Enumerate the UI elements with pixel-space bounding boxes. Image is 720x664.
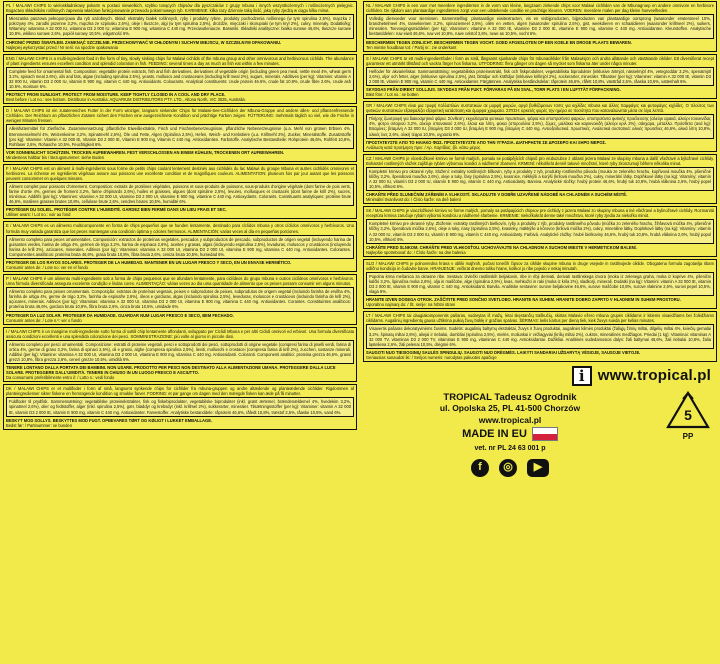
lot-info-e: Consumir antes de: / Lote no: ver en el fondo: [6, 265, 88, 270]
composition-box-slo: Popolna krma mešanica za okrasne ribe. Sestava: izvlečki rastlinskih beljakovin, ribe in ribji derivati, derivati rastlinskega izvora (moka iz zelenega graha, moka iz koprive 4%, pšenični kalčki 3,2%, špinačna moka 2,6%), olja in maščobe, alge (spirulina 2,5%), kvas, mehkužci in raki (moka iz krila 2%), sladkorji, minerali. Dodatki (na kg): Vitamini: vitamin A 32 000 IE, vitamin D3 2 000 IE, vitamin E 900 mg, vitamin C 440 mg. Antioksidanti. Barvila. Analitske sestavine: surove beljakovine 46,6%, surove maščobe 10,8%, surove vlaknine 2,6%, surovi pepel 10,5%, vlaga 6%.: [366, 272, 714, 296]
description-f: F / MALAWI CHIPS est un aliment à multi-ingrédients sous forme de petits chips coulant lentement destinés aux cichlidés du lac Malawi du groupe Mbuna et autres cichlidés omnivores et herbivores. La richesse en ingrédients végétaux assure aux poissons une excellente condition et de magnifiques couleurs. ALIMENTATION: plusieurs fois par jour autant que les poissons peuvent consommer en quelques minutes.: [6, 165, 354, 181]
language-section-s: [363, 54, 717, 99]
lot-info-lt: Geriausias sunaudoti iki: / Serijos numeris: nurodytas pakuotės apačioje: [366, 354, 497, 360]
company-info: [365, 390, 655, 477]
lot-info-eng: Best before / Lot no.: see bottom. Distributor in Australia: AQUARIUM DISTRIBUTORS PTY. LTD., Altona North, VIC 3025, Australia.: [6, 97, 246, 103]
language-section-p: [3, 274, 357, 325]
language-section-sk: [363, 206, 717, 257]
company-address: ul. Opolska 25, PL 41-500 Chorzów: [439, 403, 581, 414]
storage-note-e: PROTEGER DE LOS RAYOS SOLARES. PROTEGER DE LA HUMEDAD. MANTENER EN UN LUGAR FRESCO Y SECO, EN UN ENVASE HERMÉTICO.: [6, 260, 292, 265]
facebook-icon[interactable]: f: [471, 459, 489, 477]
lot-info-pl: Najlepiej wykorzystać przed / Nr serii: na spodzie opakowania: [6, 44, 118, 50]
lot-info-nl: Ten minste houdbaar tot: / Partij nr.: zie onderkant: [366, 44, 457, 50]
social-links: [365, 459, 655, 477]
storage-note-nl: BESCHERMEN TEGEN ZONLICHT. BESCHERMEN TEGEN VOCHT. GOED AFGESLOTEN OP EEN KOELE EN DROGE PLAATS BEWAREN.: [366, 39, 632, 45]
language-section-e: [3, 221, 357, 272]
description-gr: GR / MALAWI CHIPS είναι μια τροφή πολλαπλών συστατικών σε μορφή μικρών, αργά βυθιζόμενων τσιπς για κιχλίδες mbuna και άλλες παμφάγες και φυτοφάγες κιχλίδες. Ο πλούτος των φυτικών συστατικών εξασφαλίζει εξαιρετική κατάσταση και όμορφα χρώματα. ΣΙΤΙΣΗ: αρκετές φορές την ημέρα σε ποσότητα που καταναλώνεται μέσα σε λίγα λεπτά.: [366, 103, 714, 114]
composition-box-p: Alimento completo para peixes ornamentais. Composição: extratos de proteínas vegetais, peixes e subprodutos de peixes, subprodutos de origem vegetal (incluindo farinha de ervilha 4%, farinha de urtiga 4%, germe de trigo 3,2%, farinha de espinafre 2,6%), óleos e gorduras, algas (incluindo spirulina 2,5%), leveduras, moluscos e crustáceos (incluindo farinha de krill 2%), açúcares, minerais. Aditivos (por kg): Vitaminas: vitamina A 32 000 UI, vitamina D3 2 000 UI, vitamina E 900 mg, vitamina C 440 mg. Antioxidantes. Corantes. Constituintes analíticos: proteína bruta 46,6%, gordura bruta 10,8%, fibra bruta 2,6%, cinza bruta 10,5%, umidade 6%.: [6, 287, 354, 311]
storage-note-cz: CHRAŇTE PŘED SLUNEČNÍM ZÁŘENÍM A VLHKOSTÍ. SKLADUJTE V DOBŘE UZAVŘENÉ NÁDOBĚ NA CHLADNÉM A SUCHÉM MÍSTĚ.: [366, 192, 628, 198]
lot-info-i: Da consumarsi preferibilmente entro il: / Lotto n.: vedi fondo: [6, 375, 115, 381]
right-column: [360, 0, 720, 664]
language-section-nl: [363, 1, 717, 52]
lot-info-s: Bäst före: / Lot no.: se botten: [366, 92, 419, 98]
composition-box-s: Helfoder för akvariefiskar. Sammansättning: vegetabiliska proteinextrakt, fisk och fiskprodukter, vegetabiliska biprodukter (inklusive ärtmjöl, nässelmjöl 4%, vetegroddar 3,2%, spenatmjöl 2,6%), oljor och fetter, alger (inklusive spirulina 2,5%), jäst, blötdjur och kräftdjur (inklusive krillmjöl 2%), sockerarter, mineraler. Tillsatser (per kg): Vitaminer: vitamin A 32 000 IE, vitamin D3 2 000 IE, vitamin E 900 mg, vitamin C 440 mg. Antioxidanter. Färgämnen. Analytiska beståndsdelar: råprotein 46,6%, råfett 10,8%, växttråd 2,6%, råaska 10,5%, vattenhalt 6%.: [366, 67, 714, 86]
composition-box-cz: Kompletní krmivo pro okrasné ryby. Složení: extrakty rostlinných bílkovin, ryby a produkty z ryb, produkty rostlinného původu (mouka ze zeleného hrachu, kopřivová moučka 4%, pšeničné klíčky 3,2%, špenátová moučka 2,6%), oleje a tuky, řasy (spirulina 2,5%), kvasnice, měkkýši a korýši (krilová moučka 2%), cukry, minerální látky. Doplňkové látky (na kg): Vitamíny: vitamín A 32 000 IU, vitamín D3 2 000 IU, vitamín E 900 mg, vitamín C 440 mg. Antioxidanty. Barviva. Analytické složky: hrubý protein 46,6%, hrubý tuk 10,8%, hrubá vláknina 2,6%, hrubý popel 10,5%, vlhkost 6%.: [366, 167, 714, 191]
recycling-symbol: [661, 390, 715, 441]
storage-note-pl: CHRONIĆ PRZED ŚWIATŁEM. ZAMKNĄĆ SZCZELNIE. PRZECHOWYWAĆ W CHŁODNYM I SUCHYM MIEJSCU, W SZCZELNYM OPAKOWANIU.: [6, 39, 282, 45]
recycle-number: 5: [684, 406, 692, 423]
composition-box-lt: Visavertis pašaras dekoratyvinėms žuvims. Sudėtis: augalinių baltymų ekstraktai, žuvys ir žuvų produktai, augalinės kilmės produktai (žaliųjų žirnių miltai, dilgėlių miltai 4%, kviečių gemalai 3,2%, špinatų miltai 2,6%), aliejai ir riebalai, dumbliai (spirulina 2,5%), mielės, moliuskai ir vėžiagyviai (krilių miltai 2%), cukrūs, mineralinės medžiagos. Priedai (1 kg): Vitaminai: vitaminas A 32 000 TV, vitaminas D3 2 000 TV, vitaminas E 900 mg, vitaminas C 440 mg. Antioksidantai. Dažikliai. Analitinės sudedamosios dalys: žali baltymai 46,6%, žali riebalai 10,8%, žalia ląsteliena 2,6%, žali pelenai 10,5%, drėgmė 6%.: [366, 324, 714, 348]
description-eng: ENG / MALAWI CHIPS is a multi-ingredient food in the form of tiny, slowly sinking chips for Malawi cichlids of the mbuna group and other omnivorous and herbivorous cichlids. The abundance of plant ingredients ensures excellent condition and splendid coloration in fish. FEEDING: several times a day as much as fish eat within a few minutes.: [6, 55, 354, 66]
lot-info-dk: Bedst før: / Partinummer: se bunden: [6, 422, 72, 428]
language-section-eng: [3, 54, 357, 105]
storage-note-slo: HRANITE IZVEN DOSEGA OTROK. ZAŠČITITE PRED SONČNO SVETLOBO. HRANITE NA SUHEM. HRANITE DOBRO ZAPRTO V HLADNEM IN SUHEM PROSTORU.: [366, 297, 681, 303]
poland-flag-icon: [532, 427, 558, 441]
vet-number: vet. nr PL 24 63 001 p: [474, 445, 546, 453]
right-sections: [363, 1, 717, 362]
recycle-triangle-icon: [665, 390, 711, 432]
composition-box-d: Alleinfuttermittel für Zierfische. Zusammensetzung: pflanzliche Eiweißextrakte, Fisch und Fischnebenerzeugnisse, pflanzliche Nebenerzeugnisse (u.a. Mehl von grünen Erbsen 4%, Brennnesselmehl 4%, Weizenkeime 3,2%, Spinatmehl 2,6%), Öle und Fette, Algen (Spirulina 2,5%), Hefen, Weich- und Krebstiere (u.a. Krillmehl 2%), Zucker, Mineralstoffe. Zusatzstoffe (pro kg): Vitamine: Vitamin A 32 000 IE, Vitamin D3 2 000 IE, Vitamin E 900 mg, Vitamin C 440 mg. Antioxidantien. Farbstoffe. Analytische Bestandteile: Rohprotein 46,6%, Rohfett 10,8%, Rohfaser 2,6%, Rohasche 10,5%, Feuchtigkeit 6%.: [6, 124, 354, 148]
composition-box-f: Aliment complet pour poissons d'ornement. Composition: extraits de protéines végétales, poissons et sous-produits de poissons, sous-produits d'origine végétale (dont farine de pois verts, farine d'ortie 4%, germes de froment 3,2%, farine d'épinards 2,6%), huiles et graisses, algues (dont spiruline 2,5%), levures, mollusques et crustacés (dont farine de krill 2%), sucres, minéraux. Additifs (par kg): Vitamines: vitamine A 32 000 UI, vitamine D3 2 000 UI, vitamine E 900 mg, vitamine C 440 mg. Antioxydants. Colorants. Constituants analytiques: protéine brute 46,6%, matières grasses brutes 10,8%, cellulose brute 2,6%, cendres brutes 10,5%, humidité 6%.: [6, 182, 354, 206]
composition-box-i: Alimento completo per pesci ornamentali. Composizione: estratti di proteine vegetali, pesci e sottoprodotti dei pesci, sottoprodotti di origine vegetale (compresi farina di piselli verdi, farina di ortica 4%, germe di grano 3,2%, farina di spinaci 2,6%), oli e grassi, alghe (compresa spirulina 2,5%), lieviti, molluschi e crostacei (compresa farina di krill 2%), zuccheri, sostanze minerali. Additivi (per kg): Vitamine: vitamina A 32 000 UI, vitamina D3 2 000 UI, vitamina E 900 mg, vitamina C 440 mg. Antiossidanti. Coloranti. Componenti analitici: proteina grezza 46,6%, grassi grezzi 10,8%, fibra grezza 2,6%, ceneri grezze 10,5%, umidità 6%.: [6, 340, 354, 364]
recycle-label: PP: [682, 431, 694, 441]
made-in-eu: MADE IN EU: [462, 427, 527, 440]
description-sk: SK / MALAWI CHIPS je viaczložkové krmivo vo forme malých, pomaly sa potápajúcich chipsov pre cichlidy z jazera Malawi zo skupiny mbuna a iné všežravé a bylinožravé cichlidy. Rozmanitá receptúra krmiva zaručuje rybám výbornú kondíciu a nádherné sfarbenie. KRMENIE: niekoľkokrát denne také množstvo, ktoré ryby zjedia za niekoľko minút.: [366, 208, 714, 219]
storage-note-f: PROTÉGER DU SOLEIL. PROTÉGER CONTRE L'HUMIDITÉ. GARDEZ BIEN FERMÉ DANS UN LIEU FRAIS ET SEC.: [6, 207, 227, 213]
company-website[interactable]: www.tropical.pl: [478, 414, 542, 425]
composition-box-eng: Complete feed for ornamental fish. Composition: vegetable protein extracts, fish and fish derivatives, derivatives of vegetable origin (including green pea meal, nettle meal 4%, wheat germ 3.2%, spinach meal 2.6%), oils and fats, algae (including spirulina 2.5%), yeasts, molluscs and crustaceans (including krill meal 2%), sugars, minerals. Additives (per kg): Vitamins: vitamin A 32 000 IU, vitamin D3 2 000 IU, vitamin E 900 mg, vitamin C 440 mg. Antioxidants. Colourants. Analytical constituents: crude protein 46.6%, crude fat 10.8%, crude fibre 2.6%, crude ash 10.5%, moisture 6%.: [6, 67, 354, 91]
made-in-row: [365, 427, 655, 441]
language-section-pl: [3, 1, 357, 52]
description-nl: NL / MALAWI CHIPS is een voer met meerdere ingrediënten in de vorm van kleine, langzaam zinkende chips voor Malawi cichliden van de Mbunagroep en andere omnivore en herbivore cichliden. De rijkdom aan plantaardige ingrediënten zorgt voor een uitstekende conditie en prachtige kleuren. VOEREN: meerdere malen per dag kleine hoeveelheden.: [366, 3, 714, 14]
description-lt: LT / MALAWI CHIPS tai daugiakomponentis pašaras, sudarytas iš mažų, lėtai skęstančių traškučių, skirtas Malavio ežero mbuna grupės ciklidams ir kitiems visaėdžiams bei žolėdžiams ciklidams. Augalinių ingredientų gausa užtikrina puikią žuvų būklę ir gražias spalvas. ŠĖRIMAS: kelis kartus per dieną tiek, kiek žuvys suėda per kelias minutes.: [366, 313, 714, 324]
description-p: P / MALAWI CHIPS é um alimento multi-ingrediente sob a forma de chips pequenos que se afundam lentamente, para ciclídeos do grupo mbuna e outros ciclídeos omnívoros e herbívoros. Uma fórmula diversificada assegura excelente condição e lindas cores. ALIMENTAÇÃO: várias vezes ao dia uma quantidade de alimento que os peixes possam consumir em alguns minutos.: [6, 276, 354, 287]
description-cz: CZ / MALAWI CHIPS je vícesložkové krmivo ve formě malých, pomalu se potápějících chipsů pro vrubozubce z oblasti jezera Malawi ze skupiny mbuna a další všežravé a býložravé cichlidy. Bohatství rostlinných složek zajišťuje rybám výbornou kondici a nádherné zbarvení. KRMENÍ: několikrát denně takové množství, které ryby zkonzumují během několika minut.: [366, 155, 714, 166]
composition-box-pl: Mieszanka paszowa pełnoporcjowa dla ryb ozdobnych. Skład: ekstrakty białek roślinnych, ryby i produkty rybne, produkty pochodzenia roślinnego (w tym spirulina 2,5%), mączka z pokrzywy 4%, zarodki pszenne 3,2%, mączka ze szpinaku 2,6%), oleje i tłuszcze, algi (w tym spirulina 2,5%), drożdże, mięczaki i skorupiaki (w tym kryl 2%), cukry, minerały. Dodatki/kg: Witaminy: witamina A 32 000 IU, witamina D3 2 000 IU, witamina E 900 mg, witamina C 440 mg. Przeciwutleniacze. Barwniki. Składniki analityczne: białko surowe 46,6%, tłuszcze surowe 10,8%, włókno surowe 2,6%, popiół surowy 10,5%, wilgotność 6%.: [6, 14, 354, 38]
composition-box-nl: Volledig diervoeder voor siervissen. Samenstelling: plantaardige eiwitextracten, vis en visbijproducten, bijproducten van plantaardige oorsprong (waaronder erwtenmeel 10%, brandnetelmeel 4%, tarwekiemen 3,2%, spinaziemeel 2,6%), oliën en vetten, algen (waaronder spirulina 2,5%), gist, weekdieren en schaaldieren (waaronder krillmeel 2%), suikers, mineralen. Toevoegingsmiddelen (per kg): Vitaminen: vitamine A 32 000 IE, vitamine D3 2 000 IE, vitamine E 900 mg, vitamine C 440 mg. Antioxidanten. Kleurstoffen. Analytische bestanddelen: ruw eiwit 46,6%, ruw vet 10,8%, ruwe celstof 2,6%, ruwe as 10,5%, vocht 6%.: [366, 14, 714, 38]
lot-info-sk: Najlepšie spotrebovať do: / Číslo šarže: na dne balenia: [366, 249, 466, 255]
language-section-f: [3, 164, 357, 220]
info-icon: i: [572, 366, 592, 386]
lot-info-p: Consumir antes de: / Lote n.º: ver o fundo: [6, 317, 82, 323]
composition-box-e: Alimento completo para peces ornamentales. Composición: extractos de proteínas vegetales, pescados y subproductos de pescado, subproductos de origen vegetal (incluyendo harina de guisantes verdes, harina de ortiga 4%, germen de trigo 3,2%, harina de espinaca 2,6%), aceites y grasas, algas (incluyendo espirulina 2,5%), levaduras, moluscos y crustáceos (incluyendo harina de krill 2%), azúcares, minerales. Aditivos (por kg): Vitaminas: vitamina A 32 000 UI, vitamina D3 2 000 UI, vitamina E 900 mg, vitamina C 440 mg. Antioxidantes. Colorantes. Componentes analíticos: proteína bruta 46,6%, grasa bruta 10,8%, fibra bruta 2,6%, ceniza bruta 10,5%, humedad 6%.: [6, 235, 354, 259]
description-dk: DK / MALAWI CHIPS er et multifoder i form af små, langsomt synkende chips for cichlider fra mbuna-gruppen og andre altædende og planteædende cichlider. Rigdommen af planteingredienser sikrer fiskene en fremragende kondition og smukke farver. FODRING: et par gange om dagen med den mængde fisken kan æde på få minutter.: [6, 386, 354, 397]
company-row: [365, 390, 715, 477]
storage-note-d: VOR SONNENLICHT SCHÜTZEN. TROCKEN AUFBEWAHREN. FEST VERSCHLOSSEN AN EINEM KÜHLEN, TROCKENEN ORT AUFBEWAHREN.: [6, 149, 285, 155]
footer: [363, 364, 717, 664]
lot-info-f: Utiliser avant: / Lot no.: voir au fond: [6, 212, 71, 218]
description-i: I / MALAWI CHIPS è un mangime multi-ingrediente sotto forma di sottili chip lentamente affondanti, sviluppato per Ciclidi Mbuna e per altri Ciclidi onnivori ed erbivori. Una formula diversificata assicura condizioni eccellenti e una splendida colorazione dei pesci. SOMMINISTRAZIONE: più volte al giorno in piccole dosi.: [6, 328, 354, 339]
language-section-gr: [363, 101, 717, 152]
storage-note-sk: CHRÁŇTE PRED SLNKOM. CHRÁŇTE PRED VLHKOSŤOU. UCHOVÁVAJTE NA CHLADNOM A SUCHOM MIESTE V HERMETICKOM BALENÍ.: [366, 244, 637, 250]
storage-note-gr: ΠΡΟΣΤΑΤΕΥΣΤΕ ΑΠΟ ΤΟ ΗΛΙΑΚΟ ΦΩΣ. ΠΡΟΣΤΑΤΕΥΣΤΕ ΑΠΟ ΤΗΝ ΥΓΡΑΣΙΑ. ΔΙΑΤΗΡΗΣΤΕ ΣΕ ΔΡΟΣΕΡΟ ΚΑΙ ΞΗΡΟ ΜΕΡΟΣ.: [366, 139, 607, 145]
lot-info-slo: Uporabno najmanj do: / Št. serije: na hrbtni strani: [366, 302, 455, 308]
youtube-icon[interactable]: ▶: [527, 459, 549, 477]
storage-note-s: SKYDDAS FRÅN DIREKT SOLLJUS. SKYDDAS FRÅN FUKT. FÖRVARAS PÅ EN SVAL, TORR PLATS I EN LUFTTÄT FÖRPACKNING.: [366, 87, 621, 93]
website-row: [365, 366, 715, 386]
storage-note-lt: SAUGOTI NUO TIESIOGINIŲ SAULĖS SPINDULIŲ. SAUGOTI NUO DRĖGMĖS. LAIKYTI SANDARIAI UŽDARYTĄ VĖSIOJE, SAUSOJE VIETOJE.: [366, 349, 641, 355]
company-name: TROPICAL Tadeusz Ogrodnik: [443, 391, 577, 403]
language-section-slo: [363, 259, 717, 310]
description-d: D / MALAWI CHIPS ist ein zutatenreiches Futter in der Form winziger, langsam sinkender Chips für Malawi-See-Cichliden der Mbuna-Gruppe und andere alles- und pflanzenfressende Cichliden. Der Reichtum an pflanzlichen Zutaten sichert den Fischen eine ausgezeichnete Kondition und prächtige Farben zeigen. FÜTTERUNG: mehrmals täglich so viel, wie die Fische in wenigen Minuten fressen.: [6, 108, 354, 124]
instagram-icon[interactable]: ◎: [499, 459, 517, 477]
lot-info-cz: Minimální trvanlivost do: / Číslo šarže: na dně balení: [366, 197, 461, 203]
website-link[interactable]: www.tropical.pl: [597, 367, 711, 385]
language-section-i: [3, 327, 357, 383]
language-section-cz: [363, 154, 717, 205]
description-pl: PL / MALAWI CHIPS to wieloskładnikowy pokarm w postaci niewielkich, szybko tonących chipsów dla pyszczaków z grupy mbuna i innych wszystkożernych i roślinożernych pielęgnic. Bogactwo składników roślinnych zapewnia właściwe funkcjonowanie przewodu pokarmowego ryb. KARMIENIE: kilka razy dziennie taką ilość, jaką ryby zjedzą w ciągu kilku minut.: [6, 3, 354, 14]
language-section-dk: [3, 384, 357, 429]
description-s: S / MALAWI CHIPS är ett multi-ingredientfoder i form av små, långsamt sjunkande chips för mbunaciklider från Malawisjön och andra allätande och växtätande ciklider. Ett diversifierat recept garanterar ett utmärkt tillstånd och vackra färger hos fiskarna. UTFODRING: flera gånger om dagen så mycket som fiskarna äter under några minuter.: [366, 55, 714, 66]
storage-note-eng: PROTECT FROM SUNLIGHT. PROTECT FROM MOISTURE. KEEP TIGHTLY CLOSED IN A COOL AND DRY PLACE.: [6, 92, 226, 98]
storage-note-dk: BESKYT MOD SOLLYS. BESKYTTES MOD FUGT. OPBEVARES TØRT OG KØLIGT I LUKKET EMBALLAGE.: [6, 417, 213, 423]
composition-box-sk: Kompletné krmivo pre okrasné ryby. Zloženie: extrakty rastlinných bielkovín, ryby a produkty z rýb, produkty rastlinného pôvodu (múčka zo zeleného hrachu, žihľavová múčka 4%, pšeničné klíčky 3,2%, špenátová múčka 2,6%), oleje a tuky, riasy (spirulina 2,5%), kvasinky, mäkkýše a kôrovce (krilová múčka 2%), cukry, minerálne látky. Doplnkové látky (na kg): Vitamíny: vitamín A 32 000 IU, vitamín D3 2 000 IU, vitamín E 900 mg, vitamín C 440 mg. Antioxidanty. Farbivá. Analytické zložky: hrubé bielkoviny 46,6%, hrubý tuk 10,8%, hrubá vláknina 2,6%, hrubý popol 10,5%, vlhkosť 6%.: [366, 219, 714, 243]
composition-box-gr: Πλήρης ζωοτροφή για διακοσμητικά ψάρια. Σύνθεση: εκχυλίσματα φυτικών πρωτεϊνών, ψάρια και υποπροϊόντα ψαριών, υποπροϊόντα φυτικής προέλευσης (αλεύρι αρακά, αλεύρι τσουκνίδας 4%, φύτρο σιταριού 3,2%, αλεύρι σπανακιού 2,6%), έλαια και λίπη, φύκια (σπιρουλίνα 2,5%), ζύμες, μαλάκια και καρκινοειδή (αλεύρι κριλ 2%), σάκχαρα, μέταλλα. Πρόσθετα (ανά kg): Βιταμίνες: βιταμίνη A 32 000 IU, βιταμίνη D3 2 000 IU, βιταμίνη E 900 mg, βιταμίνη C 440 mg. Αντιοξειδωτικά. Χρωστικές. Αναλυτικά συστατικά: ολικές πρωτεΐνες 46,6%, ολικά λίπη 10,8%, ολικές ίνες 2,6%, ολική τέφρα 10,5%, υγρασία 6%.: [366, 114, 714, 138]
language-section-d: [3, 106, 357, 162]
description-slo: SLO / MALAWI CHIPS je polnovredna hrana v obliki majhnih, počasi tonečih čipsov za ciklide skupine mbuna in druge vsejede in rastlinojede ciklide. Obogatena formula zagotavlja ribam odlično kondicijo in čudovite barve. HRANJENJE: večkrat dnevno toliko hrane, kolikor jo ribe pojedo v nekaj minutah.: [366, 260, 714, 271]
description-e: E / MALAWI CHIPS es un alimento multicomponente en forma de chips pequeños que se hunden lentamente, destinado para cíclidos mbuna y otros cíclidos omnívoros y herbívoros. Una formula muy variada garantiza que los peces mantengan una condición óptima y colores hermosos. ALIMENTACIÓN: varias veces al día en pequeñas porciones.: [6, 223, 354, 234]
language-section-lt: [363, 311, 717, 362]
storage-note-i: TENERE LONTANO DALLA PORTATA DEI BAMBINI. NON USARE. PRODOTTO PER PESCI NON DESTINATO ALLA ALIMENTAZIONE UMANA. PROTEGGERE DALLA LUCE SOLARE. PROTEGGERE DALL'UMIDITÀ. TENERE IN CHIUSO IN UN LUOGO FRESCO E ASCIUTTO.: [6, 365, 336, 376]
lot-info-d: Mindestens haltbar bis / Bezugsnummer: siehe Boden: [6, 154, 105, 160]
lot-info-gr: Ανάλωση κατά προτίμηση πριν: / Αρ. παρτίδας: βλ. κάτω μέρος: [366, 144, 481, 150]
composition-box-dk: Fuldfoder til prydfisk. Sammensætning: vegetabilske proteinekstrakter, fisk og fiskebiprodukter, vegetabilske biprodukter (inkl. grønt ærtemel, brændenældemel 4%, hvedekim 3,2%, spinatmel 2,6%), olier og fedtstoffer, alger (inkl. spirulina 2,5%), gær, bløddyr og krebsdyr (inkl. krillmel 2%), sukkerarter, mineraler. Tilsætningsstoffer (per kg): Vitaminer: vitamin A 32 000 IE, vitamin D3 2 000 IE, vitamin E 900 mg, vitamin C 440 mg. Antioxidanter. Farvestoffer. Analytiske bestanddele: råprotein 46,6%, råfedt 10,8%, træstof 2,6%, råaske 10,5%, vand 6%.: [6, 397, 354, 416]
storage-note-p: PROTEGER DA LUZ SOLAR. PROTEGER DA HUMIDADE. GUARDAR NUM LUGAR FRESCO E SECO, BEM FECHADO.: [6, 312, 234, 318]
